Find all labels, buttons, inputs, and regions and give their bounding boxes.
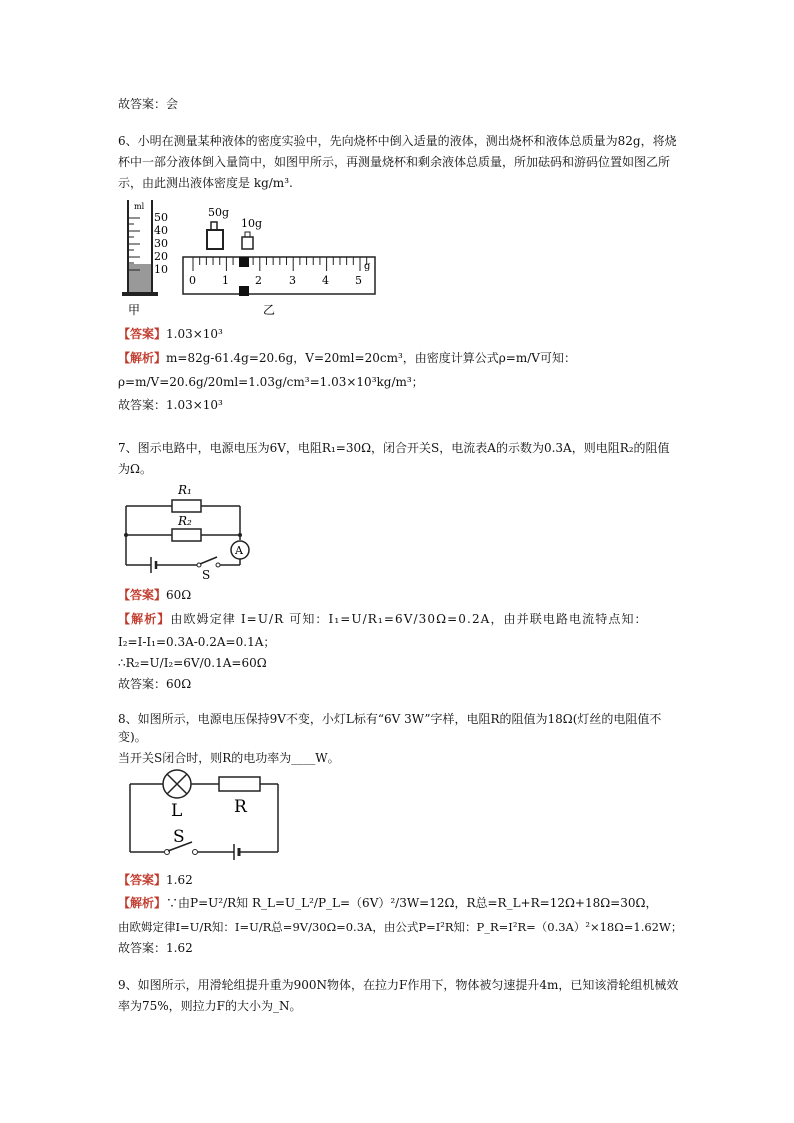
cylinder-unit: ml [134, 202, 145, 211]
answer-tag: 【答案】 [118, 327, 167, 341]
q6-analysis-2: ρ=m/V=20.6g/20ml=1.03g/cm³=1.03×10³kg/m³； [118, 375, 424, 389]
q6-figure [118, 196, 380, 318]
q7-line-1: 7、图示电路中，电源电压为6V，电阻R₁=30Ω，闭合开关S，电流表A的示数为0.3A，则电阻R₂的阻值 [118, 441, 670, 455]
lamp-label: L [171, 801, 183, 821]
q7-circuit-figure [118, 478, 258, 582]
q6-answer [118, 327, 223, 341]
q8-line-2: 变)。 [118, 730, 147, 744]
q7-analysis-3: ∴R₂=U/I₂=6V/0.1A=60Ω [118, 656, 267, 670]
q6-line-2: 杯中一部分液体倒入量筒中，如图甲所示，再测量烧杯和剩余液体总质量，所加砝码和游码位置如图乙所 [118, 155, 671, 169]
analysis-tag: 【解析】 [118, 351, 167, 365]
answer-tag: 【答案】 [118, 588, 167, 602]
switch-label-s: S [173, 827, 185, 847]
q8-analysis-text-1: ∵由P=U²/R知 R_L=U_L²/P_L=（6V）²/3W=12Ω，R总=R_L+R=12Ω+18Ω=30Ω， [166, 896, 658, 910]
q8-line-1: 8、如图所示，电源电压保持9V不变，小灯L标有“6V 3W”字样，电阻R的阻值为18Ω(灯丝的电阻值不 [118, 712, 662, 726]
analysis-tag: 【解析】 [118, 896, 167, 910]
q6-final-answer: 故答案：1.03×10³ [118, 398, 223, 412]
q7-analysis-1 [118, 612, 648, 626]
q9-line-2: 率为75%，则拉力F的大小为_N。 [118, 999, 302, 1013]
q6-analysis-text-1: m=82g-61.4g=20.6g，V=20ml=20cm³，由密度计算公式ρ=m/V可知： [166, 351, 576, 365]
q6-line-1: 6、小明在测量某种液体的密度实验中，先向烧杯中倒入适量的液体，测出烧杯和液体总质量为82g，将烧 [118, 134, 677, 148]
q8-answer [118, 873, 193, 887]
graduated-cylinder [122, 200, 168, 317]
scale-label: 乙 [263, 303, 276, 317]
weights [207, 206, 262, 249]
cylinder-tick-30: 30 [154, 237, 168, 250]
balance-scale [183, 257, 375, 317]
q7-analysis-text-1: 由欧姆定律 I=U/R 可知：I₁=U/R₁=6V/30Ω=0.2A，由并联电路电流特点知： [170, 612, 648, 626]
cylinder-tick-20: 20 [154, 250, 168, 263]
cylinder-tick-10: 10 [154, 263, 168, 276]
scale-tick-3: 3 [289, 274, 296, 287]
q6-analysis-1 [118, 351, 576, 365]
q8-final-answer: 故答案：1.62 [118, 941, 193, 955]
q8-line-3: 当开关S闭合时，则R的电功率为____W。 [118, 751, 340, 765]
scale-tick-5: 5 [355, 274, 362, 287]
q8-analysis-1 [118, 896, 657, 910]
scale-tick-0: 0 [189, 274, 196, 287]
cylinder-tick-50: 50 [154, 211, 168, 224]
switch-label-s: S [202, 568, 211, 582]
r1-label: R₁ [178, 483, 192, 497]
prev-answer: 故答案：会 [118, 97, 179, 111]
q8-answer-value: 1.62 [166, 873, 193, 887]
weight-10g-label: 10g [241, 217, 263, 230]
q7-analysis-2: I₂=I-I₁=0.3A-0.2A=0.1A； [118, 635, 276, 649]
analysis-tag: 【解析】 [118, 612, 171, 626]
ammeter-label: A [235, 544, 243, 557]
scale-unit: g [364, 261, 371, 272]
scale-tick-4: 4 [322, 274, 329, 287]
resistor-label: R [234, 797, 247, 817]
q9-line-1: 9、如图所示，用滑轮组提升重为900N物体，在拉力F作用下，物体被匀速提升4m，已知该滑轮组机械效 [118, 978, 679, 992]
q7-line-2: 为Ω。 [118, 462, 152, 476]
cylinder-label: 甲 [128, 303, 141, 317]
q7-answer-value: 60Ω [166, 588, 192, 602]
answer-tag: 【答案】 [118, 873, 167, 887]
q8-circuit-figure [118, 768, 288, 864]
scale-tick-1: 1 [222, 274, 229, 287]
q6-line-3: 示，由此测出液体密度是 kg/m³. [118, 176, 293, 190]
scale-tick-2: 2 [255, 274, 262, 287]
q6-answer-value: 1.03×10³ [166, 327, 223, 341]
weight-50g-label: 50g [208, 206, 230, 219]
cylinder-tick-40: 40 [154, 224, 168, 237]
r2-label: R₂ [178, 514, 192, 528]
q7-answer [118, 588, 191, 602]
q7-final-answer: 故答案：60Ω [118, 677, 192, 691]
q8-analysis-2: 由欧姆定律I=U/R知：I=U/R总=9V/30Ω=0.3A，由公式P=I²R知：P_R=I²R=（0.3A）²×18Ω=1.62W； [118, 920, 683, 934]
